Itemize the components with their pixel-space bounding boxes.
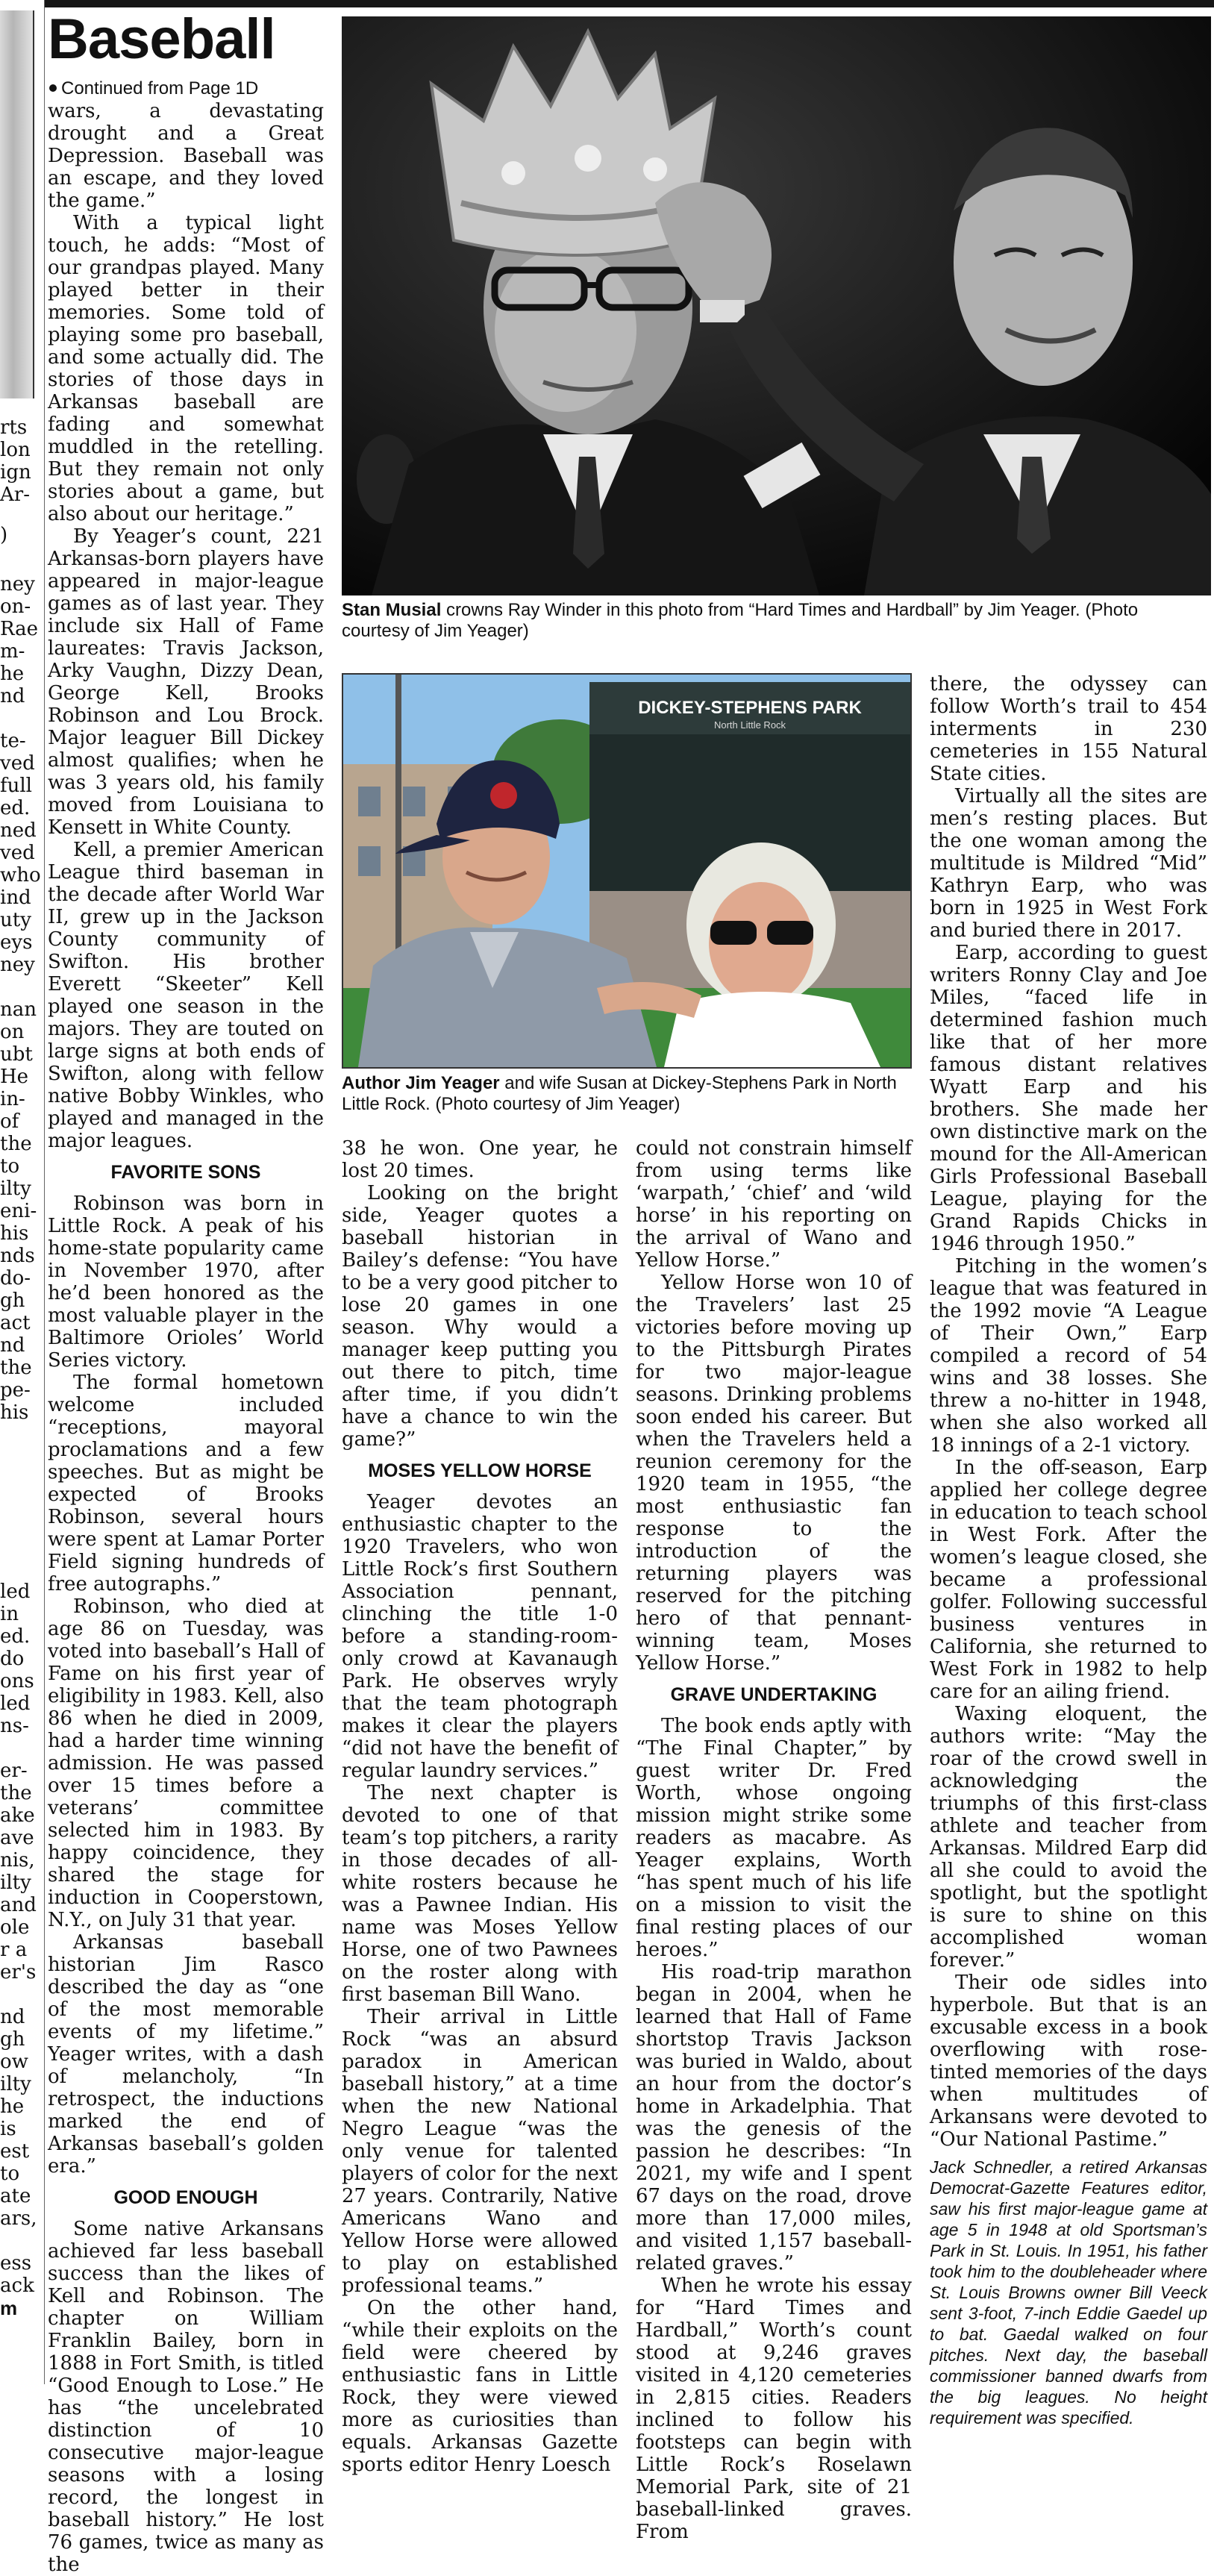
- fragment-line: ubt: [0, 1043, 33, 1066]
- fragment-line: to: [0, 1155, 20, 1178]
- photo-yeager-couple-image: [343, 675, 910, 1067]
- paragraph: Waxing eloquent, the authors write: “May the roar of the crowd swell in acknowledging the triumphs of this first-class athlete and teacher from Arkansas. Mildred Earp did all she could to avoid the spotlight, but the spotlight is sure to shine on this accomplished woman forever.”: [930, 1703, 1207, 1972]
- paragraph: Robinson was born in Little Rock. A peak of his home-state popularity came in November 1970, after he’d been honored as the most valuable player in the Baltimore Orioles’ World Series victory.: [48, 1192, 324, 1372]
- subhead-moses-yellow-horse: MOSES YELLOW HORSE: [368, 1460, 592, 1481]
- fragment-line: ed.: [0, 797, 31, 819]
- fragment-line: ilty: [0, 1872, 31, 1894]
- fragment-line: of: [0, 1110, 19, 1133]
- paragraph: Their ode sidles into hyperbole. But that is an excusable excess in a book overflowing with rose-tinted memories of the days when multitudes of Arkansans were devoted to “Our National Pastime.”: [930, 1972, 1207, 2151]
- fragment-line: do-: [0, 1267, 31, 1289]
- fragment-line: ow: [0, 2051, 28, 2073]
- fragment-line: his: [0, 1401, 29, 1424]
- fragment-line: nd: [0, 685, 25, 707]
- fragment-line: ars,: [0, 2207, 37, 2230]
- fragment-line: eys: [0, 931, 33, 954]
- photo-musial-winder: [342, 16, 1211, 595]
- subhead-good-enough: GOOD ENOUGH: [113, 2187, 258, 2208]
- fragment-line: and: [0, 1894, 37, 1916]
- fragment-line: he: [0, 663, 25, 685]
- fragment-line: nds: [0, 1245, 35, 1267]
- subhead-grave-undertaking: GRAVE UNDERTAKING: [670, 1684, 877, 1705]
- fragment-line: ess: [0, 2252, 32, 2275]
- paragraph: Kell, a premier American League third baseman in the decade after World War II, grew up in the Jackson County community of Swifton. His brother Everett “Skeeter” Kell played one season in the majors. They are touted on large signs at both ends of Swifton, along with fellow native Bobby Winkles, who played and managed in the major leagues.: [48, 839, 324, 1152]
- fragment-line: te-: [0, 730, 26, 752]
- fragment-line: on-: [0, 595, 31, 618]
- paragraph: When he wrote his essay for “Hard Times and Hardball,” Worth’s count stood at 9,246 graves visited in 4,120 cemeteries in 2,815 cities. Readers inclined to follow his footsteps can begin with Little Rock’s Roselawn Memorial Park, site of 21 baseball-linked graves. From: [636, 2275, 912, 2543]
- fragment-line: ved: [0, 752, 35, 775]
- fragment-line: pe-: [0, 1379, 31, 1401]
- fragment-line: who: [0, 864, 41, 887]
- fragment-line: ave: [0, 1827, 34, 1849]
- fragment-line: in: [0, 1603, 19, 1625]
- fragment-line: full: [0, 775, 32, 797]
- photo-yeager-couple: [342, 673, 912, 1069]
- paragraph: Virtually all the sites are men’s resting places. But the one woman among the multitude is Mildred “Mid” Kathryn Earp, who was born in 1925 in West Fork and buried there in 2017.: [930, 785, 1207, 942]
- fragment-line: ed.: [0, 1625, 31, 1648]
- fragment-line: act: [0, 1312, 31, 1334]
- caption-yeager: [342, 1073, 913, 1115]
- caption-text: crowns Ray Winder in this photo from “Hard Times and Hardball” by Jim Yeager. (Photo courtesy of Jim Yeager): [342, 600, 1139, 641]
- fragment-line: ilty: [0, 1178, 31, 1200]
- adjacent-column-fragment: [0, 0, 45, 2384]
- paragraph: Their arrival in Little Rock “was an absurd paradox in American baseball history,” at a time when the new National Negro League “was the only venue for talented players of color for the next 27 years. Contrarily, Native Americans Wano and Yellow Horse were allowed to play on established professional teams.”: [342, 2006, 618, 2297]
- fragment-line: r a: [0, 1939, 28, 1961]
- fragment-line: ate: [0, 2185, 31, 2207]
- paragraph: wars, a devastating drought and a Great Depression. Baseball was an escape, and they loved the game.”: [48, 100, 324, 212]
- fragment-line: er's: [0, 1961, 37, 1983]
- fragment-line: the: [0, 1782, 32, 1804]
- fragment-line: lon: [0, 439, 31, 461]
- author-bio: Jack Schnedler, a retired Arkansas Democrat-Gazette Features editor, saw his first major-league game at age 5 in 1948 at old Sportsman’s Park in St. Louis. In 1951, his father took him to the doubleheader where St. Louis Browns owner Bill Veeck sent 3-foot, 7-inch Eddie Gaedel up to bat. Gaedal walked on four pitches. Next day, the baseball commissioner banned dwarfs from the big leagues. No height requirement was specified.: [930, 2157, 1207, 2427]
- fragment-line: led: [0, 1692, 31, 1715]
- fragment-line: ign: [0, 461, 31, 484]
- fragment-line: his: [0, 1222, 29, 1245]
- fragment-line: Rae: [0, 618, 39, 640]
- fragment-line: ney: [0, 573, 35, 595]
- paragraph: With a typical light touch, he adds: “Most of our grandpas played. Many played better in their memories. Some told of playing some pro baseball, and some actually did. The stories of those days in Arkansas baseball are fading and somewhat muddled in the retelling. But they remain not only stories about a game, but also about our heritage.”: [48, 212, 324, 525]
- paragraph: His road-trip marathon began in 2004, when he learned that Hall of Fame shortstop Travis Jackson was buried in Waldo, about an hour from the doctor’s home in Arkadelphia. That was the genesis of the passion he describes: “In 2021, my wife and I spent 67 days on the road, drove more than 17,000 miles, and visited 1,157 baseball-related graves.”: [636, 1961, 912, 2275]
- caption-text: and wife Susan at Dickey-Stephens Park in North Little Rock. (Photo courtesy of Jim Yeager): [342, 1073, 897, 1114]
- fragment-line: nis,: [0, 1849, 35, 1872]
- fragment-line: nan: [0, 998, 37, 1021]
- paragraph: could not constrain himself from using terms like ‘warpath,’ ‘chief’ and ‘wild horse’ in his reporting on the arrival of Wano and Yellow Horse.”: [636, 1137, 912, 1272]
- fragment-line: ilty: [0, 2073, 31, 2095]
- paragraph: Robinson, who died at age 86 on Tuesday, was voted into baseball’s Hall of Fame on his first year of eligibility in 1983. Kell, also 86 when he died in 2009, had a harder time winning admission. He was passed over 15 times before a veterans’ committee selected him in 1983. By happy coincidence, they shared the stage for induction in Cooperstown, N.Y., on July 31 that year.: [48, 1595, 324, 1931]
- fragment-line: ole: [0, 1916, 30, 1939]
- fragment-line: rts: [0, 416, 28, 439]
- paragraph: Yellow Horse won 10 of the Travelers’ last 25 victories before moving up to the Pittsburgh Pirates for two major-league seasons. Drinking problems soon ended his career. But when the Travelers held a reunion ceremony for the 1920 team in 1955, “the most enthusiastic fan response to the introduction of the returning players was reserved for the pitching hero of that pennant-winning team, Moses Yellow Horse.”: [636, 1272, 912, 1675]
- fragment-line: led: [0, 1581, 31, 1603]
- fragment-line: ): [0, 524, 8, 546]
- caption-credit-name: Stan Musial: [342, 600, 442, 620]
- paragraph: Yeager devotes an enthusiastic chapter to the 1920 Travelers, who won Little Rock’s first Southern Association pennant, clinching the title 1-0 before a standing-room-only crowd at Kavanaugh Park. He observes wryly that the team photograph makes it clear the players “did not have the benefit of regular laundry services.”: [342, 1491, 618, 1782]
- fragment-line: ved: [0, 842, 35, 864]
- column-3: [636, 1137, 912, 2543]
- fragment-line: the: [0, 1133, 32, 1155]
- fragment-line: m-: [0, 640, 25, 663]
- fragment-line: er-: [0, 1760, 28, 1782]
- scoreboard-subtitle: North Little Rock: [713, 719, 786, 731]
- fragment-line: in-: [0, 1088, 25, 1110]
- fragment-line: gh: [0, 2028, 25, 2051]
- column-4: [930, 673, 1207, 2428]
- fragment-line: ons: [0, 1670, 34, 1692]
- fragment-line: gh: [0, 1289, 25, 1312]
- column-2: [342, 1137, 618, 2476]
- fragment-line: est: [0, 2140, 30, 2163]
- column-1: [48, 78, 324, 2576]
- fragment-line: he: [0, 2095, 25, 2118]
- fragment-line: is: [0, 2118, 16, 2140]
- caption-musial: [342, 600, 1207, 642]
- caption-credit-name: Author Jim Yeager: [342, 1073, 500, 1093]
- continued-line: [48, 78, 324, 100]
- fragment-line: ake: [0, 1804, 35, 1827]
- scoreboard-title: DICKEY-STEPHENS PARK: [638, 698, 862, 718]
- fragment-line: eni-: [0, 1200, 37, 1222]
- fragment-line: ns-: [0, 1715, 29, 1737]
- fragment-line: uty: [0, 909, 31, 931]
- paragraph: The next chapter is devoted to one of that team’s top pitchers, a rarity in those decades of all-white rosters because he was a Pawnee Indian. His name was Moses Yellow Horse, one of two Pawnees on the roster along with first baseman Bill Wano.: [342, 1782, 618, 2006]
- paragraph: Looking on the bright side, Yeager quotes a baseball historian in Bailey’s defense: “You have to be a very good pitcher to lose 20 games in one season. Why would a manager keep putting you out there to pitch, time after time, if you didn’t have a chance to win the game?”: [342, 1182, 618, 1451]
- fragment-line: ind: [0, 887, 31, 909]
- headline: Baseball: [48, 7, 275, 71]
- bullet-icon: [49, 84, 57, 92]
- fragment-line: nd: [0, 1334, 25, 1357]
- paragraph: there, the odyssey can follow Worth’s trail to 454 interments in 230 cemeteries in 155 Natural State cities.: [930, 673, 1207, 785]
- fragment-line: Ar-: [0, 484, 30, 506]
- paragraph: The formal hometown welcome included “receptions, mayoral proclamations and a few speeches. But as might be expected of Brooks Robinson, several hours were spent at Lamar Porter Field signing hundreds of free autographs.”: [48, 1372, 324, 1595]
- fragment-line: He: [0, 1066, 29, 1088]
- paragraph: In the off-season, Earp applied her college degree in education to teach school in West Fork. After the women’s league closed, she became a professional golfer. Following successful business ventures in California, she returned to West Fork in 1982 to help care for an ailing friend.: [930, 1457, 1207, 1703]
- paragraph: Arkansas baseball historian Jim Rasco described the day as “one of the most memorable events of my lifetime.” Yeager writes, with a dash of melancholy, “In retrospect, the inductions marked the end of Arkansas baseball’s golden era.”: [48, 1931, 324, 2178]
- paragraph: Earp, according to guest writers Ronny Clay and Joe Miles, “faced life in determined fashion much like that of her more famous distant relatives Wyatt Earp and his brothers. She made her own distinctive mark on the mound for the All-American Girls Professional Baseball League, playing for the Grand Rapids Chicks in 1946 through 1950.”: [930, 942, 1207, 1255]
- fragment-line: ney: [0, 954, 35, 976]
- fragment-line: the: [0, 1357, 32, 1379]
- fragment-line: nd: [0, 2006, 25, 2028]
- fragment-line: on: [0, 1021, 25, 1043]
- fragment-line: ack: [0, 2275, 34, 2297]
- fragment-line: do: [0, 1648, 25, 1670]
- paragraph: The book ends aptly with “The Final Chapter,” by guest writer Dr. Fred Worth, whose ongoing mission might strike some readers as macabre. As Yeager explains, Worth “has spent much of his life on a mission to visit the final resting places of our heroes.”: [636, 1715, 912, 1961]
- paragraph: On the other hand, “while their exploits on the field were cheered by enthusiastic fans in Little Rock, they were viewed more as curiosities than equals. Arkansas Gazette sports editor Henry Loesch: [342, 2297, 618, 2476]
- fragment-line: m: [0, 2297, 18, 2319]
- paragraph: 38 he won. One year, he lost 20 times.: [342, 1137, 618, 1182]
- fragment-line: to: [0, 2163, 20, 2185]
- paragraph: Some native Arkansans achieved far less baseball success than the likes of Kell and Robinson. The chapter on William Franklin Bailey, born in 1888 in Fort Smith, is titled “Good Enough to Lose.” He has “the uncelebrated distinction of 10 consecutive major-league seasons with a losing record, the longest in baseball history.” He lost 76 games, twice as many as the: [48, 2218, 324, 2576]
- photo-musial-winder-image: [342, 16, 1211, 595]
- paragraph: By Yeager’s count, 221 Arkansas-born players have appeared in major-league games as of last year. They include six Hall of Fame laureates: Travis Jackson, Arky Vaughn, Dizzy Dean, George Kell, Brooks Robinson and Lou Brock. Major leaguer Bill Dickey almost qualifies; when he was 3 years old, his family moved from Louisiana to Kensett in White County.: [48, 525, 324, 839]
- adjacent-photo-strip: [0, 10, 34, 398]
- fragment-line: ned: [0, 819, 37, 842]
- subhead-favorite-sons: FAVORITE SONS: [110, 1162, 261, 1183]
- continued-text: Continued from Page 1D: [61, 78, 259, 99]
- paragraph: Pitching in the women’s league that was featured in the 1992 movie “A League of Their Own,” Earp compiled a record of 54 wins and 38 losses. She threw a no-hitter in 1948, when she also worked all 18 innings of a 2-1 victory.: [930, 1255, 1207, 1457]
